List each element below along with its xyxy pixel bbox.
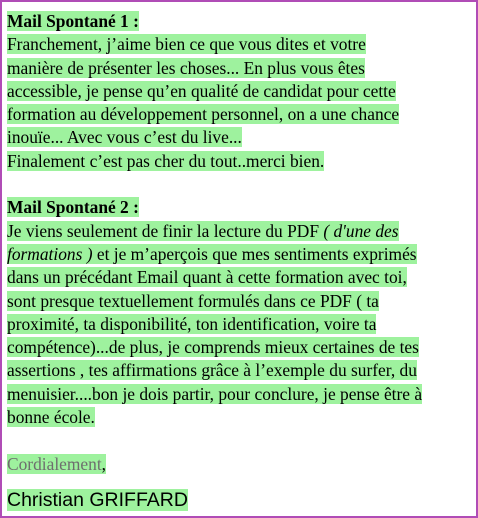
mail2-line [7, 406, 477, 429]
mail2-line [7, 359, 477, 382]
mail1-line-text: inouïe... Avec vous c’est du live... [7, 127, 242, 148]
document-body [7, 10, 477, 476]
mail1-line [7, 33, 477, 56]
mail2-line [7, 313, 477, 336]
mail1-line [7, 57, 477, 80]
mail1-line [7, 80, 477, 103]
mail2-line-text: Je viens seulement de finir la lecture du PDF [7, 220, 324, 241]
mail1-title: Mail Spontané 1 : [7, 11, 139, 31]
mail2-line [7, 336, 477, 359]
mail2-line-italic: ( d'une des [323, 220, 399, 241]
signature-name: Christian GRIFFARD [7, 489, 188, 511]
mail1-line-text: formation au développement personnel, on a une chance [7, 104, 400, 125]
mail2-line-text: et je m’aperçois que mes sentiments exprimés [92, 243, 417, 264]
closing-line [7, 453, 477, 476]
mail2-line [7, 290, 477, 313]
mail2-line-text: compétence)...de plus, je comprends mieux certaines de tes [7, 337, 419, 358]
mail1-title-line [7, 10, 477, 33]
blank-line [7, 429, 477, 452]
mail2-line-text: dans un précédant Email quant à cette formation avec toi, [7, 267, 407, 288]
closing-greeting: Cordialement [7, 453, 102, 474]
mail1-line-text: Franchement, j’aime bien ce que vous dites et votre [7, 34, 366, 55]
mail2-line [7, 220, 477, 243]
mail2-line [7, 266, 477, 289]
mail2-line [7, 243, 477, 266]
mail2-title-line [7, 196, 477, 219]
mail1-line [7, 150, 477, 173]
mail2-line-italic: formations ) [7, 243, 93, 264]
blank-line [7, 173, 477, 196]
mail2-title: Mail Spontané 2 : [7, 197, 139, 218]
mail2-line-text: bonne école. [7, 407, 95, 428]
mail2-line-text: assertions , tes affirmations grâce à l’exemple du surfer, du [7, 360, 417, 381]
signature-line [7, 488, 188, 513]
mail1-line [7, 126, 477, 149]
mail2-line-text: sont presque textuellement formulés dans ce PDF ( ta [7, 290, 379, 311]
mail2-line [7, 383, 477, 406]
mail1-line-text: accessible, je pense qu’en qualité de candidat pour cette [7, 80, 396, 101]
mail1-line [7, 103, 477, 126]
mail2-line-text: menuisier....bon je dois partir, pour conclure, je pense être à [7, 383, 423, 404]
mail1-line-text: manière de présenter les choses... En plus vous êtes [7, 57, 365, 78]
closing-comma: , [101, 453, 107, 474]
mail2-line-text: proximité, ta disponibilité, ton identification, voire ta [7, 313, 377, 334]
mail1-line-text: Finalement c’est pas cher du tout..merci bien. [7, 150, 325, 171]
